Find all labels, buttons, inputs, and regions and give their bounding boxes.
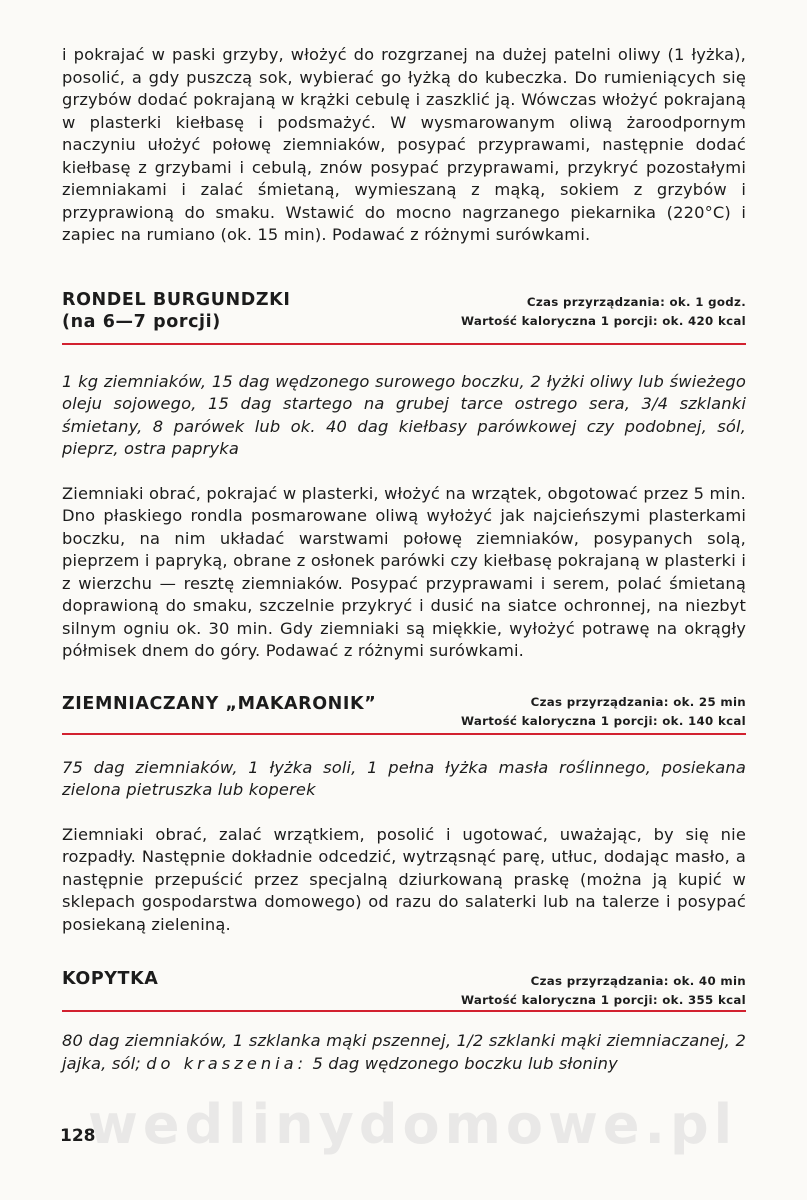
recipe-header: [62, 691, 746, 729]
prep-time: Czas przyrządzania: ok. 40 min: [530, 974, 746, 988]
ingredients-subheading: do kraszenia:: [146, 1053, 308, 1073]
recipe-meta: [461, 972, 746, 1010]
recipe-title: [62, 968, 158, 990]
recipe-title-line: RONDEL BURGUNDZKI: [62, 289, 291, 310]
recipe-title: [62, 693, 376, 715]
method: Ziemniaki obrać, pokrajać w plasterki, włożyć na wrzątek, obgotować przez 5 min. Dno płaskiego rondla posmarowane oliwą wyłożyć jak najcieńszymi plasterkami boczku, na nim układać warstwami połowę ziemniaków, posypanych solą, pieprzem i papryką, obrane z osłonek parówki czy kiełbasę pokrajaną w plasterki i z wierzchu — resztę ziemniaków. Posypać przyprawami i serem, polać śmietaną doprawioną do smaku, szczelnie przykryć i dusić na siatce ochronnej, na niezbyt silnym ogniu ok. 30 min. Gdy ziemniaki są miękkie, wyłożyć potrawę na okrągły półmisek dnem do góry. Podawać z różnymi surówkami.: [62, 483, 746, 660]
method: Ziemniaki obrać, zalać wrzątkiem, posolić i ugotować, uważając, by się nie rozpadły. Następnie dokładnie odcedzić, wytrząsnąć parę, utłuc, dodając masło, a następnie przepuścić przez specjalną dziurkowaną praskę (można ją kupić w sklepach gospodarstwa domowego) od razu do salaterki lub na talerze i posypać posiekaną zieleniną.: [62, 824, 746, 934]
recipe-kopytka: [62, 966, 746, 1075]
ingredients-main: 80 dag ziemniaków, 1 szklanka mąki pszennej, 1/2 szklanki mąki ziemniaczanej, 2 jajka, sól;: [62, 1031, 746, 1073]
red-divider: [62, 733, 746, 735]
ingredients: 1 kg ziemniaków, 15 dag wędzonego surowego boczku, 2 łyżki oliwy lub świeżego oleju sojowego, 15 dag startego na grubej tarce ostrego sera, 3/4 szklanki śmietany, 8 parówek lub ok. 40 dag kiełbasy parówkowej czy podobnej, sól, pieprz, ostra papryka: [62, 371, 746, 458]
ingredients: 75 dag ziemniaków, 1 łyżka soli, 1 pełna łyżka masła roślinnego, posiekana zielona pietruszka lub koperek: [62, 757, 746, 799]
recipe-title-line: KOPYTKA: [62, 969, 159, 989]
prep-time: Czas przyrządzania: ok. 1 godz.: [526, 294, 746, 309]
recipe-header: [62, 289, 746, 337]
page-number: 128: [60, 1126, 96, 1146]
calories: Wartość kaloryczna 1 porcji: ok. 355 kcal: [460, 993, 746, 1007]
calories: Wartość kaloryczna 1 porcji: ok. 140 kcal: [460, 713, 746, 728]
red-divider: [62, 1010, 746, 1012]
recipe-title-line: ZIEMNIACZANY „MAKARONIK”: [62, 693, 377, 714]
ingredients: [62, 1030, 746, 1075]
recipe-rondel-burgundzki: [62, 289, 746, 663]
recipe-ziemniaczany-makaronik: [62, 691, 746, 937]
recipe-meta: [461, 693, 746, 731]
book-page: [62, 44, 746, 1075]
recipe-header: [62, 966, 746, 1007]
recipe-title: [62, 289, 290, 333]
red-divider: [62, 343, 746, 345]
prep-time: Czas przyrządzania: ok. 25 min: [530, 694, 746, 709]
recipe-portions: (na 6—7 porcji): [62, 311, 221, 332]
intro-paragraph: i pokrajać w paski grzyby, włożyć do rozgrzanej na dużej patelni oliwy (1 łyżka), posolić, a gdy puszczą sok, wybierać go łyżką do kubeczka. Do rumieniących się grzybów dodać pokrajaną w krążki cebulę i zaszklić ją. Wówczas włożyć pokrajaną w plasterki kiełbasę i podsmażyć. W wysmarowanym oliwą żaroodpornym naczyniu ułożyć połowę ziemniaków, posypać przyprawami, następnie dodać kiełbasę z grzybami i cebulą, znów posypać przyprawami, przykryć pozostałymi ziemniakami i zalać śmietaną, wymieszaną z mąką, sokiem z grzybów i przyprawioną do smaku. Wstawić do mocno nagrzanego piekarnika (220°C) i zapiec na rumiano (ok. 15 min). Podawać z różnymi surówkami.: [62, 45, 746, 244]
ingredients-topping: 5 dag wędzonego boczku lub słoniny: [312, 1053, 618, 1073]
calories: Wartość kaloryczna 1 porcji: ok. 420 kcal: [460, 313, 746, 328]
watermark: wedlinydomowe.pl: [88, 1093, 738, 1156]
recipe-meta: [461, 293, 746, 331]
